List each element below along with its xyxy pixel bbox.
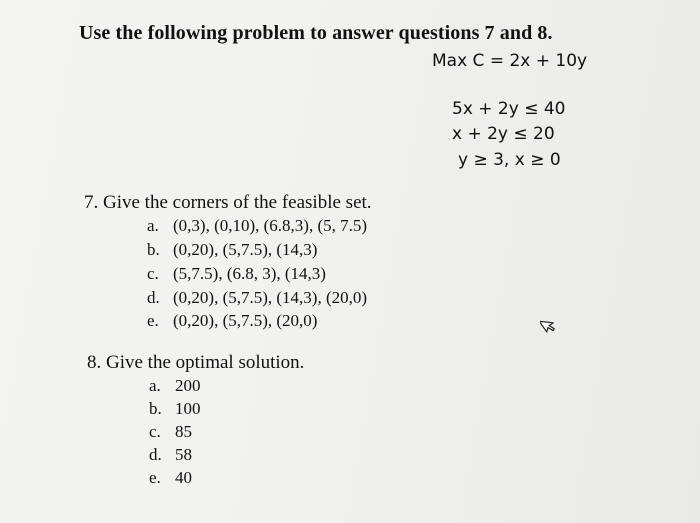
question-8-option-e[interactable] — [149, 468, 192, 488]
option-letter: e. — [149, 468, 161, 487]
option-text: 40 — [175, 468, 192, 487]
option-text: (0,20), (5,7.5), (20,0) — [173, 311, 318, 330]
option-letter: c. — [149, 422, 161, 441]
mouse-pointer-icon — [540, 315, 558, 335]
option-letter: a. — [149, 376, 161, 395]
question-8-option-a[interactable] — [149, 376, 201, 396]
question-8-title: 8. Give the optimal solution. — [87, 352, 305, 373]
option-text: (0,20), (5,7.5), (14,3) — [173, 240, 318, 259]
question-7-option-c[interactable] — [147, 264, 326, 284]
question-8-option-c[interactable] — [149, 422, 192, 442]
constraint-1: 5x + 2y ≤ 40 — [452, 99, 566, 119]
option-letter: b. — [147, 240, 160, 259]
question-8-option-b[interactable] — [149, 399, 201, 419]
option-letter: c. — [147, 264, 159, 283]
option-text: 100 — [175, 399, 201, 418]
question-8-option-d[interactable] — [149, 445, 192, 465]
question-7-title: 7. Give the corners of the feasible set. — [84, 192, 372, 213]
question-7-option-e[interactable] — [147, 311, 317, 331]
option-text: (0,3), (0,10), (6.8,3), (5, 7.5) — [173, 216, 368, 235]
option-letter: b. — [149, 399, 162, 418]
option-text: (5,7.5), (6.8, 3), (14,3) — [173, 264, 326, 283]
option-letter: a. — [147, 216, 159, 235]
option-text: (0,20), (5,7.5), (14,3), (20,0) — [173, 288, 368, 307]
question-7-option-d[interactable] — [147, 288, 367, 308]
option-text: 200 — [175, 376, 201, 395]
option-letter: d. — [149, 445, 162, 464]
instructions-heading: Use the following problem to answer questions 7 and 8. — [79, 22, 553, 44]
question-7-option-b[interactable] — [147, 240, 317, 260]
question-7-option-a[interactable] — [147, 216, 367, 236]
option-text: 58 — [175, 445, 192, 464]
option-text: 85 — [175, 422, 192, 441]
objective-function: Max C = 2x + 10y — [432, 51, 588, 71]
constraint-2: x + 2y ≤ 20 — [452, 124, 555, 144]
constraint-3: y ≥ 3, x ≥ 0 — [458, 150, 561, 170]
option-letter: d. — [147, 288, 160, 307]
option-letter: e. — [147, 311, 159, 330]
